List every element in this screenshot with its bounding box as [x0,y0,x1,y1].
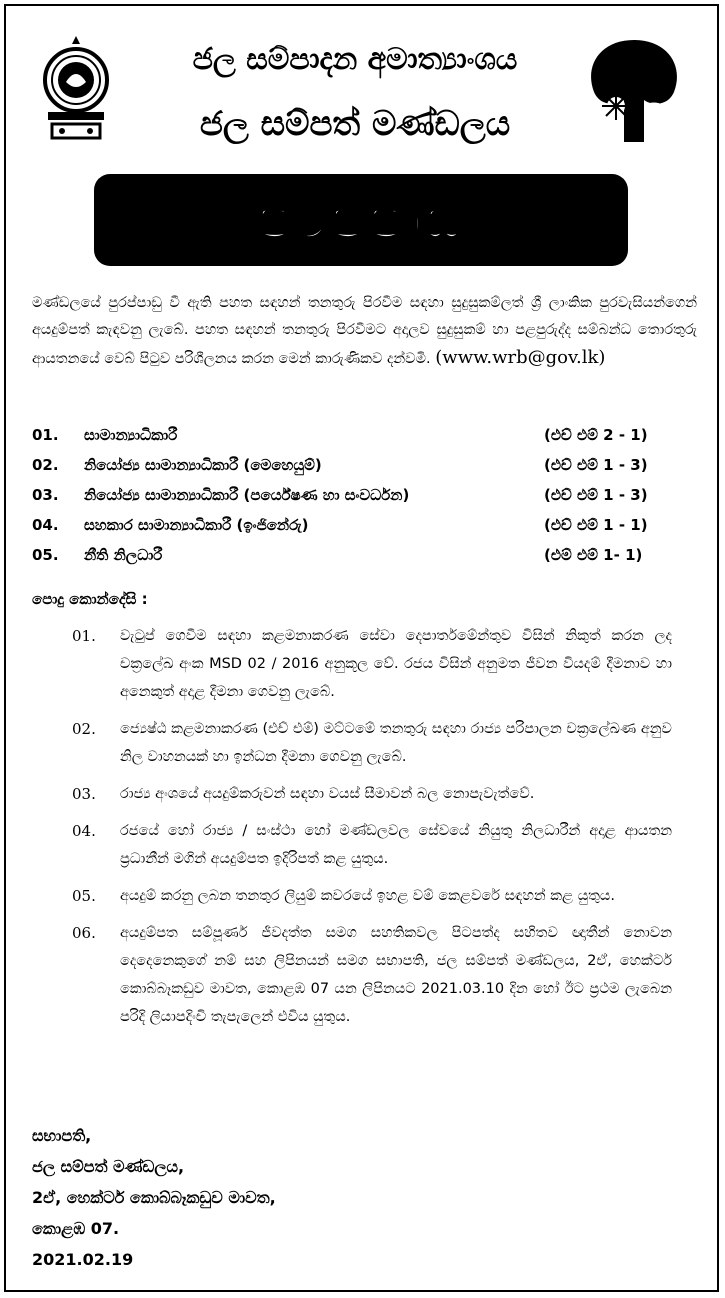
post-grade: (එම් එම් 1- 1) [544,546,643,564]
post-title: නියෝජ්‍ය සාමාන්‍යාධිකාරී (මෙහෙයුම්) [84,456,322,474]
website-link[interactable]: (www.wrb@gov.lk) [435,347,606,368]
signature-block [32,1120,276,1275]
intro-text: මණ්ඩලයේ පුරප්පාඩු වී ඇති පහත සඳහන් තනතුරු පිරවීම සඳහා සුදුසුකම්ලත් ශ්‍රී ලාංකික පුරවැසියන්ගෙන් අයදුම්පත් කැඳවනු ලැබේ. පහත සඳහන් තනතුරු පිරවීමට අදාලව සුදුසුකම් හා පළපුරුද්ද සම්බන්ධ තොරතුරු ආයතනයේ වෙබ් පිටුව පරිශීලනය කරන මෙන් කාරුණිකව දන්වමි. [32,295,697,367]
post-item [32,480,697,510]
condition-number: 02. [72,720,96,738]
general-conditions-heading: පොදු කොන්දේසි : [32,590,148,608]
post-item [32,540,697,570]
post-item [32,450,697,480]
ministry-name: ජල සම්පාදන අමාත්‍යාංශය [192,42,518,77]
post-item [32,420,697,450]
condition-item [72,919,672,1031]
post-number: 05. [32,546,59,564]
condition-text: අයදුම්පත සම්පූර්ණ ජීවදත්ත සමග සහතිකවල පිටපත්ද සහිතව ඥාතීන් නොවන දෙදෙනෙකුගේ නම් සහ ලිපිනයන් සමග සභාපති, ජල සම්පත් මණ්ඩලය, 2ඒ, හෙක්ටර් කොබ්බෑකඩුව මාවත, කොළඹ 07 යන ලිපිනයට 2021.03.10 දින හෝ ඊට ප්‍රථම ලැබෙන පරිදි ලියාපදිංචි තැපැලෙන් එවිය යුතුය. [120,925,672,1025]
post-grade: (එච් එම් 1 - 3) [544,456,648,474]
banner-title: පුරප්පාඩු [255,188,467,251]
condition-text: ජ්‍යෙෂ්ඨ කළමනාකරණ (එච් එම්) මට්ටමේ තනතුරු සඳහා රාජ්‍ය පරිපාලන චක්‍රලේඛණ අනුව නිල වාහනයක් හා ඉන්ධන දීමනා ගෙවනු ලැබේ. [120,721,672,765]
signature-date: 2021.02.19 [32,1250,134,1269]
post-list [32,420,697,570]
signature-address: 2ඒ, හෙක්ටර් කොබ්බෑකඩුව මාවත, [32,1188,276,1207]
post-grade: (එච් එම් 2 - 1) [544,426,648,444]
post-number: 03. [32,486,59,504]
post-title: සහකාර සාමාන්‍යාධිකාරී (ඉංජිනේරු) [84,516,309,534]
condition-text: රජයේ හෝ රාජ්‍ය / සංස්ථා හෝ මණ්ඩලවල සේවයේ නියුතු නිලධාරීන් අදාළ ආයතන ප්‍රධානීන් මගින් අයදුම්පත ඉදිරිපත් කළ යුතුය. [120,823,672,867]
condition-text: අයදුම් කරනු ලබන තනතුර ලියුම් කවරයේ ඉහළ වම් කෙළවරේ සඳහන් කළ යුතුය. [120,888,615,904]
post-grade: (එච් එම් 1 - 1) [544,516,648,534]
post-title: සාමාන්‍යාධිකාරී [84,426,178,444]
national-emblem-icon [40,32,112,144]
post-number: 02. [32,456,59,474]
vacancies-banner [94,174,628,266]
condition-number: 04. [72,822,96,840]
board-name: ජල සම්පත් මණ්ඩලය [199,104,511,144]
condition-number: 03. [72,785,96,803]
conditions-list [72,622,672,1040]
condition-item [72,817,672,873]
post-item [32,510,697,540]
post-title: නීති නිලධාරී [84,546,163,564]
condition-text: වැටුප් ගෙවීම සඳහා කළමනාකරණ සේවා දෙපාර්තමේන්තුව විසින් නිකුත් කරන ලද චක්‍රලේඛ අංක MSD 02 / 2016 අනුකූල වේ. රජය විසින් අනුමත ජීවන වියදම් දීමනාව හා අනෙකුත් අදාළ දීමනා ගෙවනු ලැබේ. [120,628,672,700]
post-title: නියෝජ්‍ය සාමාන්‍යාධිකාරී (පර්යේෂණ හා සංවර්ධන) [84,486,410,504]
condition-text: රාජ්‍ය අංශයේ අයදුම්කරුවන් සඳහා වයස් සීමාවන් බල නොපැවැත්වේ. [120,786,535,802]
intro-paragraph [32,290,697,373]
signature-title: සභාපති, [32,1126,92,1145]
condition-item [72,882,672,910]
condition-item [72,715,672,771]
post-number: 04. [32,516,59,534]
condition-item [72,780,672,808]
condition-item [72,622,672,706]
signature-city: කොළඹ 07. [32,1219,120,1238]
signature-organization: ජල සම්පත් මණ්ඩලය, [32,1157,185,1176]
water-board-logo-icon [580,36,688,146]
condition-number: 05. [72,887,96,905]
post-number: 01. [32,426,59,444]
condition-number: 01. [72,627,96,645]
post-grade: (එච් එම් 1 - 3) [544,486,648,504]
condition-number: 06. [72,924,96,942]
